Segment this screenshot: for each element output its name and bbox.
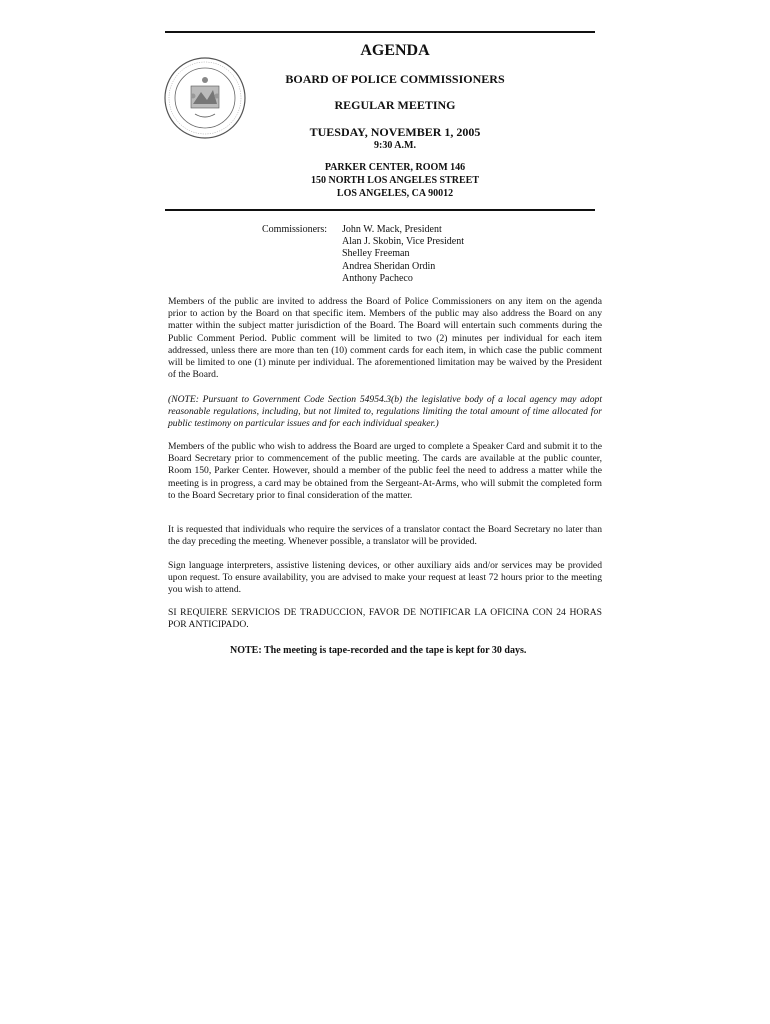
government-code-note: (NOTE: Pursuant to Government Code Section 54954.3(b) the legislative body of a local agency may adopt reasonable regulations, including, but not limited to, regulations limiting the total amount of time allocated for public testimony on particular issues and for each individual speaker.) bbox=[168, 394, 602, 430]
commissioner-name: Andrea Sheridan Ordin bbox=[342, 260, 436, 272]
meeting-type: REGULAR MEETING bbox=[334, 98, 456, 112]
commissioner-name: Anthony Pacheco bbox=[342, 272, 413, 284]
location-line-1: PARKER CENTER, ROOM 146 bbox=[324, 162, 466, 173]
tape-recording-note: NOTE: The meeting is tape-recorded and the tape is kept for 30 days. bbox=[230, 645, 527, 656]
commissioner-name: Alan J. Skobin, Vice President bbox=[342, 236, 464, 248]
commissioner-name: Shelley Freeman bbox=[342, 248, 410, 260]
top-rule bbox=[165, 31, 595, 33]
commissioners-label: Commissioners: bbox=[262, 224, 328, 235]
agenda-title: AGENDA bbox=[360, 42, 430, 59]
accessibility-paragraph: Sign language interpreters, assistive listening devices, or other auxiliary aids and/or services may be provided upon request. To ensure availability, you are advised to make your request at least 72 hours prior to the meeting you wish to attend. bbox=[168, 560, 602, 596]
speaker-card-paragraph: Members of the public who wish to address the Board are urged to complete a Speaker Card and submit it to the Board Secretary prior to commencement of the public meeting. The cards are available at the public counter, Room 150, Parker Center. However, should a member of the public feel the need to address a matter while the meeting is in progress, a card may be obtained from the Sergeant-At-Arms, who will submit the completed form to the Board Secretary prior to final consideration of the matter. bbox=[168, 441, 602, 501]
meeting-time: 9:30 A.M. bbox=[374, 140, 416, 151]
commissioners-list bbox=[342, 224, 464, 285]
spanish-notice-paragraph: SI REQUIERE SERVICIOS DE TRADUCCION, FAVOR DE NOTIFICAR LA OFICINA CON 24 HORAS POR ANTICIPADO. bbox=[168, 607, 602, 631]
meeting-date: TUESDAY, NOVEMBER 1, 2005 bbox=[309, 125, 481, 139]
location-line-3: LOS ANGELES, CA 90012 bbox=[336, 188, 454, 199]
commissioner-name: John W. Mack, President bbox=[342, 224, 442, 235]
public-comment-paragraph: Members of the public are invited to address the Board of Police Commissioners on any item on the agenda prior to action by the Board on that specific item. Members of the public may also address the Board on any matter within the subject matter jurisdiction of the Board. The Board will entertain such comments during the Public Comment Period. Public comment will be limited to two (2) minutes per individual for each item addressed, unless there are more than ten (10) comment cards for each item, in which case the public comment will be limited to one (1) minute per individual. The aforementioned limitation may be waived by the President of the Board. bbox=[168, 296, 602, 381]
header-bottom-rule bbox=[165, 209, 595, 211]
board-name: BOARD OF POLICE COMMISSIONERS bbox=[285, 72, 505, 86]
location-line-2: 150 NORTH LOS ANGELES STREET bbox=[310, 175, 480, 186]
translator-paragraph: It is requested that individuals who require the services of a translator contact the Board Secretary no later than the day preceding the meeting. Whenever possible, a translator will be provided. bbox=[168, 524, 602, 548]
